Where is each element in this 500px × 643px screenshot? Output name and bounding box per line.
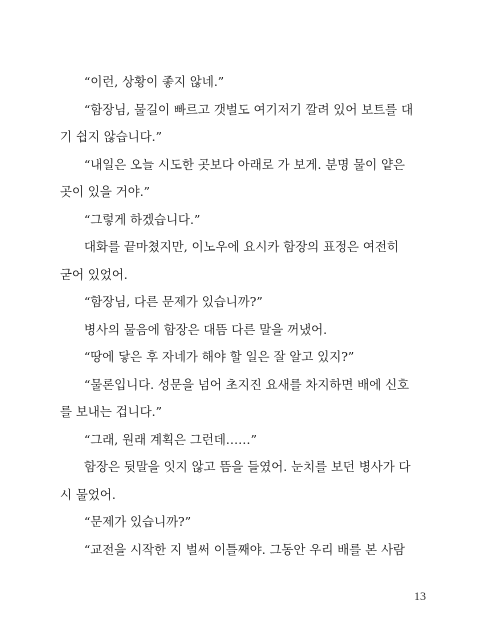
text-line: “그래, 원래 계획은 그런데……”: [84, 431, 257, 447]
paragraph: [60, 371, 428, 426]
text-line: “함장님, 물길이 빠르고 갯벌도 여기저기 깔려 있어 보트를 대: [84, 101, 414, 117]
paragraph: [60, 233, 428, 288]
paragraph: [72, 426, 428, 454]
text-line: “그렇게 하겠습니다.”: [84, 211, 201, 227]
text-line: “교전을 시작한 지 벌써 이틀째야. 그동안 우리 배를 본 사람: [84, 541, 406, 557]
text-line: “문제가 있습니까?”: [84, 514, 192, 529]
text-line: “땅에 닿은 후 자네가 해야 할 일은 잘 알고 있지?”: [84, 349, 355, 364]
paragraph: [72, 508, 428, 536]
text-line: 굳어 있었어.: [60, 266, 128, 282]
text-line: 병사의 물음에 함장은 대뜸 다른 말을 꺼냈어.: [84, 321, 328, 337]
paragraph: [72, 316, 428, 344]
text-line: 기 쉽지 않습니다.”: [60, 129, 162, 144]
body-text: [60, 68, 428, 563]
paragraph: [60, 151, 428, 206]
text-line: 를 보내는 겁니다.”: [60, 404, 162, 419]
text-line: “함장님, 다른 문제가 있습니까?”: [84, 294, 263, 309]
text-line: “내일은 오늘 시도한 곳보다 아래로 가 보게. 분명 물이 얕은: [84, 156, 406, 172]
paragraph: [72, 288, 428, 316]
paragraph: [72, 343, 428, 371]
text-line: 함장은 뒷말을 잇지 않고 뜸을 들였어. 눈치를 보던 병사가 다: [84, 459, 411, 474]
paragraph: [72, 68, 428, 96]
text-line: 곳이 있을 거야.”: [60, 184, 150, 199]
text-line: 시 물었어.: [60, 486, 116, 502]
paragraph: [60, 96, 428, 151]
paragraph: [72, 206, 428, 234]
paragraph: [60, 453, 428, 508]
page-number: 13: [414, 589, 426, 603]
text-line: 대화를 끝마쳤지만, 이노우에 요시카 함장의 표정은 여전히: [84, 239, 399, 254]
paragraph: [72, 536, 428, 564]
text-line: “이런, 상황이 좋지 않네.”: [84, 74, 225, 89]
text-line: “물론입니다. 성문을 넘어 초지진 요새를 차지하면 배에 신호: [84, 376, 410, 392]
